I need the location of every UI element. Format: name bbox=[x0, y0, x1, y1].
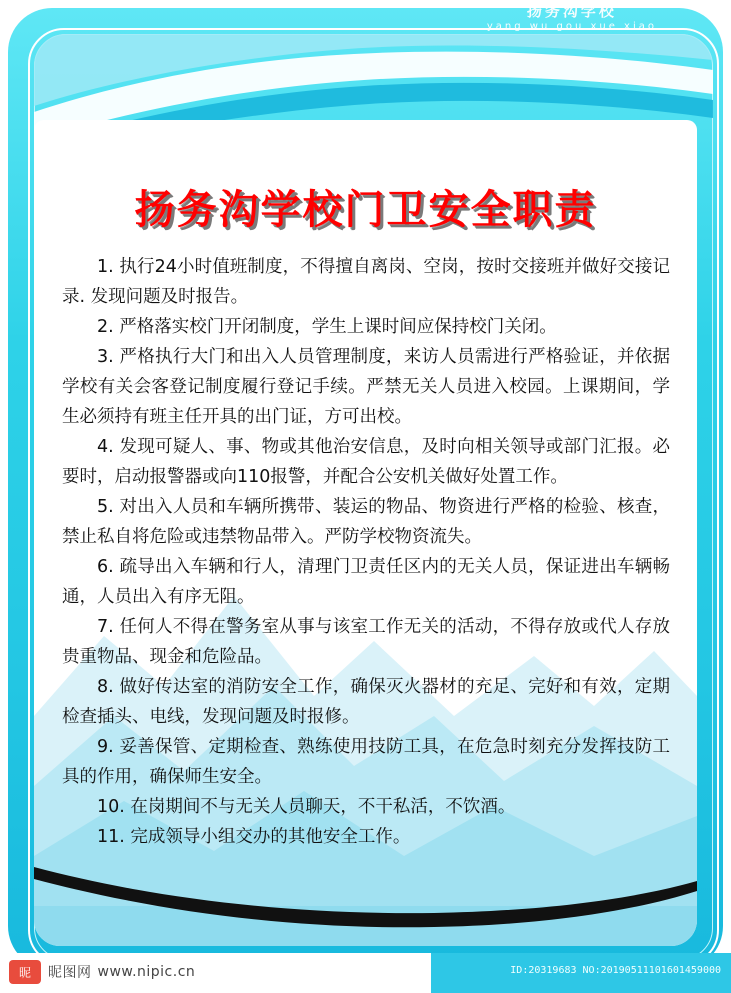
duty-item-1: 1. 执行24小时值班制度，不得擅自离岗、空岗，按时交接班并做好交接记录. 发现问题及时报告。 bbox=[62, 257, 670, 307]
watermark-pinyin: yang wu gou xue xiao bbox=[486, 21, 657, 32]
duty-item-10: 10. 在岗期间不与无关人员聊天，不干私活，不饮酒。 bbox=[97, 797, 516, 817]
school-watermark bbox=[487, 2, 657, 34]
duty-item-7: 7. 任何人不得在警务室从事与该室工作无关的活动，不得存放或代人存放贵重物品、现金和危险品。 bbox=[62, 617, 670, 667]
duty-item-5: 5. 对出入人员和车辆所携带、装运的物品、物资进行严格的检验、核查，禁止私自将危险或违禁物品带入。严防学校物资流失。 bbox=[62, 497, 670, 547]
duty-item-3: 3. 严格执行大门和出入人员管理制度，来访人员需进行严格验证，并依据学校有关会客登记制度履行登记手续。严禁无关人员进入校园。上课期间，学生必须持有班主任开具的出门证，方可出校。 bbox=[62, 347, 670, 427]
duty-item-9: 9. 妥善保管、定期检查、熟练使用技防工具，在危急时刻充分发挥技防工具的作用，确保师生安全。 bbox=[62, 737, 670, 787]
page-title: 扬务沟学校门卫安全职责 bbox=[134, 187, 597, 233]
nipic-logo-icon bbox=[8, 957, 42, 987]
duty-item-4: 4. 发现可疑人、事、物或其他治安信息，及时向相关领导或部门汇报。必要时，启动报警器或向110报警，并配合公安机关做好处置工作。 bbox=[62, 437, 670, 487]
duties-list bbox=[62, 252, 670, 852]
image-id-text: ID:20319683 NO:20190511101601459000 bbox=[510, 965, 721, 976]
footer-bar bbox=[0, 953, 731, 993]
site-url-label[interactable]: www.nipic.cn bbox=[97, 964, 196, 980]
poster-title-area bbox=[0, 178, 731, 235]
watermark-chinese: 扬务沟学校 bbox=[526, 2, 617, 20]
duty-item-2: 2. 严格落实校门开闭制度，学生上课时间应保持校门关闭。 bbox=[97, 317, 557, 337]
site-name-label: 昵图网 bbox=[48, 965, 92, 981]
svg-text:昵: 昵 bbox=[18, 966, 32, 980]
duty-item-8: 8. 做好传达室的消防安全工作，确保灭火器材的充足、完好和有效，定期检查插头、电线，发现问题及时报修。 bbox=[62, 677, 670, 727]
duty-item-6: 6. 疏导出入车辆和行人，清理门卫责任区内的无关人员，保证进出车辆畅通，人员出入有序无阻。 bbox=[62, 557, 670, 607]
duty-item-11: 11. 完成领导小组交办的其他安全工作。 bbox=[97, 827, 411, 847]
footer-right-color-block bbox=[431, 953, 731, 993]
site-branding bbox=[8, 957, 195, 987]
